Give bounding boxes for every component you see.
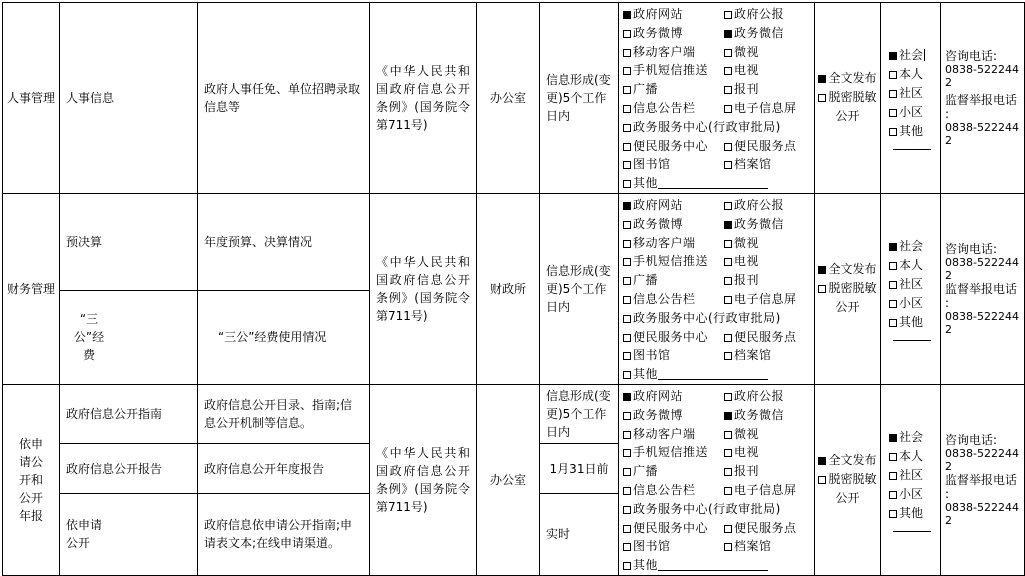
checkbox-checked-icon[interactable] [889, 52, 897, 60]
checkbox-icon[interactable] [724, 525, 732, 533]
object-community[interactable]: 社区 [889, 84, 936, 103]
object-other[interactable]: 其他 [889, 504, 936, 523]
time-cell: 实时 [540, 493, 619, 575]
channel-other[interactable]: 其他 [623, 556, 810, 575]
channel-option[interactable]: 手机短信推送 [623, 61, 724, 80]
channel-option[interactable]: 报刊 [724, 462, 810, 481]
channel-option[interactable]: 政府网站 [623, 196, 724, 215]
checkbox-icon[interactable] [724, 431, 732, 439]
checkbox-icon[interactable] [623, 487, 631, 495]
checkbox-icon[interactable] [889, 281, 897, 289]
checkbox-icon[interactable] [623, 67, 631, 75]
channel-option[interactable]: 微视 [724, 43, 810, 62]
checkbox-icon[interactable] [623, 334, 631, 342]
checkbox-icon[interactable] [623, 562, 631, 570]
checkbox-icon[interactable] [724, 86, 732, 94]
object-self[interactable]: 本人 [889, 447, 936, 466]
channel-option[interactable]: 电视 [724, 252, 810, 271]
channel-option[interactable]: 报刊 [724, 271, 810, 290]
contact-cell [941, 193, 1025, 384]
channel-list [623, 5, 810, 174]
checkbox-icon[interactable] [724, 296, 732, 304]
checkbox-checked-icon[interactable] [889, 243, 897, 251]
checkbox-icon[interactable] [623, 431, 631, 439]
channel-option[interactable]: 档案馆 [724, 537, 810, 556]
basis-cell: 《中华人民共和国政府信息公开条例》(国务院令第711号) [370, 193, 477, 384]
checkbox-checked-icon[interactable] [623, 393, 631, 401]
checkbox-icon[interactable] [623, 277, 631, 285]
objects-cell [881, 384, 941, 575]
checkbox-checked-icon[interactable] [724, 221, 732, 229]
dept-cell: 财政所 [477, 193, 540, 384]
method-cell [815, 3, 881, 194]
checkbox-icon[interactable] [724, 258, 732, 266]
checkbox-icon[interactable] [724, 487, 732, 495]
channel-option[interactable]: 便民服务点 [724, 328, 810, 347]
time-cell: 信息形成(变更)5个工作日内 [540, 193, 619, 384]
checkbox-icon[interactable] [724, 202, 732, 210]
item-cell: 依申请公开 [60, 493, 198, 575]
channel-option[interactable]: 便民服务中心 [623, 328, 724, 347]
checkbox-icon[interactable] [623, 296, 631, 304]
channel-option[interactable]: 电子信息屏 [724, 99, 810, 118]
object-neighborhood[interactable]: 小区 [889, 294, 936, 313]
content-cell: 政府信息公开目录、指南;信息公开机制等信息。 [198, 384, 370, 444]
item-cell: “三公”经费 [60, 290, 198, 384]
consult-label: 咨询电话: [945, 432, 998, 447]
basis-cell: 《中华人民共和国政府信息公开条例》(国务院令第711号) [370, 3, 477, 194]
checkbox-icon[interactable] [889, 510, 897, 518]
checkbox-checked-icon[interactable] [724, 412, 732, 420]
checkbox-icon[interactable] [724, 277, 732, 285]
channel-option[interactable]: 移动客户端 [623, 425, 724, 444]
checkbox-icon[interactable] [889, 319, 897, 327]
table-row [3, 384, 1025, 444]
checkbox-icon[interactable] [623, 30, 631, 38]
checkbox-icon[interactable] [889, 128, 897, 136]
method-declassified[interactable]: 脱密脱敏公开 [817, 88, 878, 126]
checkbox-icon[interactable] [623, 352, 631, 360]
content-cell: “三公”经费使用情况 [198, 290, 370, 384]
text-cursor [924, 49, 925, 61]
channel-option[interactable]: 便民服务点 [724, 519, 810, 538]
checkbox-icon[interactable] [623, 180, 631, 188]
checkbox-icon[interactable] [623, 124, 631, 132]
channel-list [623, 387, 810, 556]
method-full-text[interactable]: 全文发布 [817, 69, 878, 88]
checkbox-icon[interactable] [889, 109, 897, 117]
time-cell: 信息形成(变更)5个工作日内 [540, 3, 619, 194]
content-cell: 年度预算、决算情况 [198, 193, 370, 290]
fill-in-blank[interactable] [658, 176, 768, 189]
checkbox-icon[interactable] [724, 352, 732, 360]
checkbox-icon[interactable] [724, 449, 732, 457]
channel-option[interactable]: 图书馆 [623, 346, 724, 365]
channel-option[interactable]: 微视 [724, 234, 810, 253]
channel-option[interactable]: 政务微博 [623, 406, 724, 425]
checkbox-icon[interactable] [889, 453, 897, 461]
checkbox-icon[interactable] [623, 506, 631, 514]
checkbox-icon[interactable] [623, 412, 631, 420]
objects-cell [881, 3, 941, 194]
checkbox-icon[interactable] [889, 491, 897, 499]
checkbox-icon[interactable] [889, 262, 897, 270]
checkbox-icon[interactable] [623, 525, 631, 533]
object-neighborhood[interactable]: 小区 [889, 485, 936, 504]
channel-option[interactable]: 档案馆 [724, 155, 810, 174]
checkbox-icon[interactable] [724, 143, 732, 151]
report-label: 监督举报电话 : [945, 92, 1018, 121]
fill-in-blank[interactable] [893, 332, 931, 341]
object-other[interactable]: 其他 [889, 122, 936, 141]
channel-other[interactable]: 其他 [623, 365, 810, 384]
checkbox-icon[interactable] [724, 393, 732, 401]
consult-label: 咨询电话: [945, 48, 998, 63]
fill-in-blank[interactable] [893, 523, 931, 532]
item-cell: 预决算 [60, 193, 198, 290]
report-label: 监督举报电话 : [945, 472, 1018, 501]
item-cell: 人事信息 [60, 3, 198, 194]
report-number: 0838-5222442 [945, 500, 1019, 527]
checkbox-checked-icon[interactable] [818, 75, 826, 83]
table-row [3, 193, 1025, 290]
checkbox-icon[interactable] [889, 300, 897, 308]
item-cell: 政府信息公开报告 [60, 444, 198, 493]
dept-cell: 办公室 [477, 3, 540, 194]
object-public[interactable]: 社会 [889, 428, 936, 447]
checkbox-checked-icon[interactable] [724, 30, 732, 38]
checkbox-icon[interactable] [623, 449, 631, 457]
method-full-text[interactable]: 全文发布 [817, 451, 878, 470]
fill-in-blank[interactable] [893, 141, 931, 150]
channel-option[interactable]: 政府公报 [724, 5, 810, 24]
channel-option[interactable]: 政府网站 [623, 387, 724, 406]
channel-option[interactable]: 电视 [724, 443, 810, 462]
channel-option[interactable]: 广播 [623, 80, 724, 99]
channel-option[interactable]: 政务微信 [724, 406, 810, 425]
category-cell: 财务管理 [3, 193, 60, 384]
method-declassified[interactable]: 脱密脱敏公开 [817, 279, 878, 317]
channel-option[interactable]: 政务服务中心(行政审批局) [623, 309, 810, 328]
channel-option[interactable]: 电视 [724, 61, 810, 80]
checkbox-icon[interactable] [889, 472, 897, 480]
channel-option[interactable]: 手机短信推送 [623, 443, 724, 462]
category-cell: 人事管理 [3, 3, 60, 194]
checkbox-icon[interactable] [623, 258, 631, 266]
fill-in-blank[interactable] [658, 367, 768, 380]
checkbox-checked-icon[interactable] [889, 434, 897, 442]
channels-cell [619, 193, 815, 384]
object-community[interactable]: 社区 [889, 466, 936, 485]
checkbox-checked-icon[interactable] [818, 266, 826, 274]
fill-in-blank[interactable] [658, 558, 768, 571]
checkbox-icon[interactable] [623, 240, 631, 248]
object-self[interactable]: 本人 [889, 65, 936, 84]
time-cell: 信息形成(变更)5个工作日内 [540, 384, 619, 444]
checkbox-icon[interactable] [623, 86, 631, 94]
channel-option[interactable]: 电子信息屏 [724, 481, 810, 500]
channels-cell [619, 3, 815, 194]
content-cell: 政府信息公开年度报告 [198, 444, 370, 493]
checkbox-icon[interactable] [724, 543, 732, 551]
channel-option[interactable]: 政府公报 [724, 196, 810, 215]
report-number: 0838-5222442 [945, 120, 1019, 147]
object-community[interactable]: 社区 [889, 275, 936, 294]
content-cell: 政府信息依申请公开指南;申请表文本;在线申请渠道。 [198, 493, 370, 575]
checkbox-icon[interactable] [724, 67, 732, 75]
channel-option[interactable]: 手机短信推送 [623, 252, 724, 271]
checkbox-icon[interactable] [623, 221, 631, 229]
report-label: 监督举报电话 : [945, 281, 1018, 310]
report-number: 0838-5222442 [945, 309, 1019, 336]
dept-cell: 办公室 [477, 384, 540, 575]
method-full-text[interactable]: 全文发布 [817, 260, 878, 279]
channel-list [623, 196, 810, 365]
channel-option[interactable]: 图书馆 [623, 537, 724, 556]
method-declassified[interactable]: 脱密脱敏公开 [817, 470, 878, 508]
checkbox-icon[interactable] [818, 476, 826, 484]
checkbox-icon[interactable] [818, 285, 826, 293]
table-row [3, 3, 1025, 194]
checkbox-checked-icon[interactable] [623, 202, 631, 210]
channel-option[interactable]: 广播 [623, 462, 724, 481]
channels-cell [619, 384, 815, 575]
channel-option[interactable]: 报刊 [724, 80, 810, 99]
channel-option[interactable]: 便民服务中心 [623, 519, 724, 538]
checkbox-icon[interactable] [623, 49, 631, 57]
channel-option[interactable]: 便民服务点 [724, 137, 810, 156]
checkbox-icon[interactable] [623, 161, 631, 169]
checkbox-icon[interactable] [724, 11, 732, 19]
object-neighborhood[interactable]: 小区 [889, 103, 936, 122]
method-cell [815, 384, 881, 575]
channel-option[interactable]: 移动客户端 [623, 43, 724, 62]
channel-other[interactable]: 其他 [623, 174, 810, 193]
channel-option[interactable]: 政务微信 [724, 215, 810, 234]
consult-label: 咨询电话: [945, 241, 998, 256]
channel-option[interactable]: 政务微博 [623, 24, 724, 43]
objects-cell [881, 193, 941, 384]
object-self[interactable]: 本人 [889, 256, 936, 275]
object-public[interactable]: 社会 [889, 46, 936, 65]
channel-option[interactable]: 政务微信 [724, 24, 810, 43]
contact-cell [941, 384, 1025, 575]
object-public[interactable]: 社会 [889, 237, 936, 256]
content-cell: 政府人事任免、单位招聘录取信息等 [198, 3, 370, 194]
consult-number: 0838-5222442 [945, 62, 1019, 89]
checkbox-icon[interactable] [724, 240, 732, 248]
checkbox-icon[interactable] [623, 315, 631, 323]
disclosure-table [2, 2, 1025, 576]
consult-number: 0838-5222442 [945, 446, 1019, 473]
channel-option[interactable]: 信息公告栏 [623, 290, 724, 309]
consult-number: 0838-5222442 [945, 255, 1019, 282]
checkbox-icon[interactable] [623, 543, 631, 551]
object-other[interactable]: 其他 [889, 313, 936, 332]
checkbox-icon[interactable] [724, 105, 732, 113]
checkbox-icon[interactable] [623, 468, 631, 476]
channel-option[interactable]: 微视 [724, 425, 810, 444]
method-cell [815, 193, 881, 384]
channel-option[interactable]: 政务服务中心(行政审批局) [623, 500, 810, 519]
channel-option[interactable]: 广播 [623, 271, 724, 290]
checkbox-icon[interactable] [724, 334, 732, 342]
channel-option[interactable]: 政府公报 [724, 387, 810, 406]
item-cell: 政府信息公开指南 [60, 384, 198, 444]
contact-cell [941, 3, 1025, 194]
channel-option[interactable]: 便民服务中心 [623, 137, 724, 156]
checkbox-icon[interactable] [818, 94, 826, 102]
checkbox-checked-icon[interactable] [623, 11, 631, 19]
checkbox-icon[interactable] [889, 71, 897, 79]
channel-option[interactable]: 政务服务中心(行政审批局) [623, 118, 810, 137]
channel-option[interactable]: 政务微博 [623, 215, 724, 234]
checkbox-icon[interactable] [724, 49, 732, 57]
channel-option[interactable]: 电子信息屏 [724, 290, 810, 309]
checkbox-icon[interactable] [724, 468, 732, 476]
checkbox-icon[interactable] [623, 105, 631, 113]
channel-option[interactable]: 移动客户端 [623, 234, 724, 253]
channel-option[interactable]: 图书馆 [623, 155, 724, 174]
checkbox-icon[interactable] [623, 143, 631, 151]
checkbox-icon[interactable] [724, 161, 732, 169]
time-cell: 1月31日前 [540, 444, 619, 493]
checkbox-checked-icon[interactable] [818, 457, 826, 465]
channel-option[interactable]: 政府网站 [623, 5, 724, 24]
channel-option[interactable]: 档案馆 [724, 346, 810, 365]
category-cell: 依申请公开和公开年报 [3, 384, 60, 575]
basis-cell: 《中华人民共和国政府信息公开条例》(国务院令第711号) [370, 384, 477, 575]
channel-option[interactable]: 信息公告栏 [623, 99, 724, 118]
checkbox-icon[interactable] [623, 371, 631, 379]
checkbox-icon[interactable] [889, 90, 897, 98]
channel-option[interactable]: 信息公告栏 [623, 481, 724, 500]
